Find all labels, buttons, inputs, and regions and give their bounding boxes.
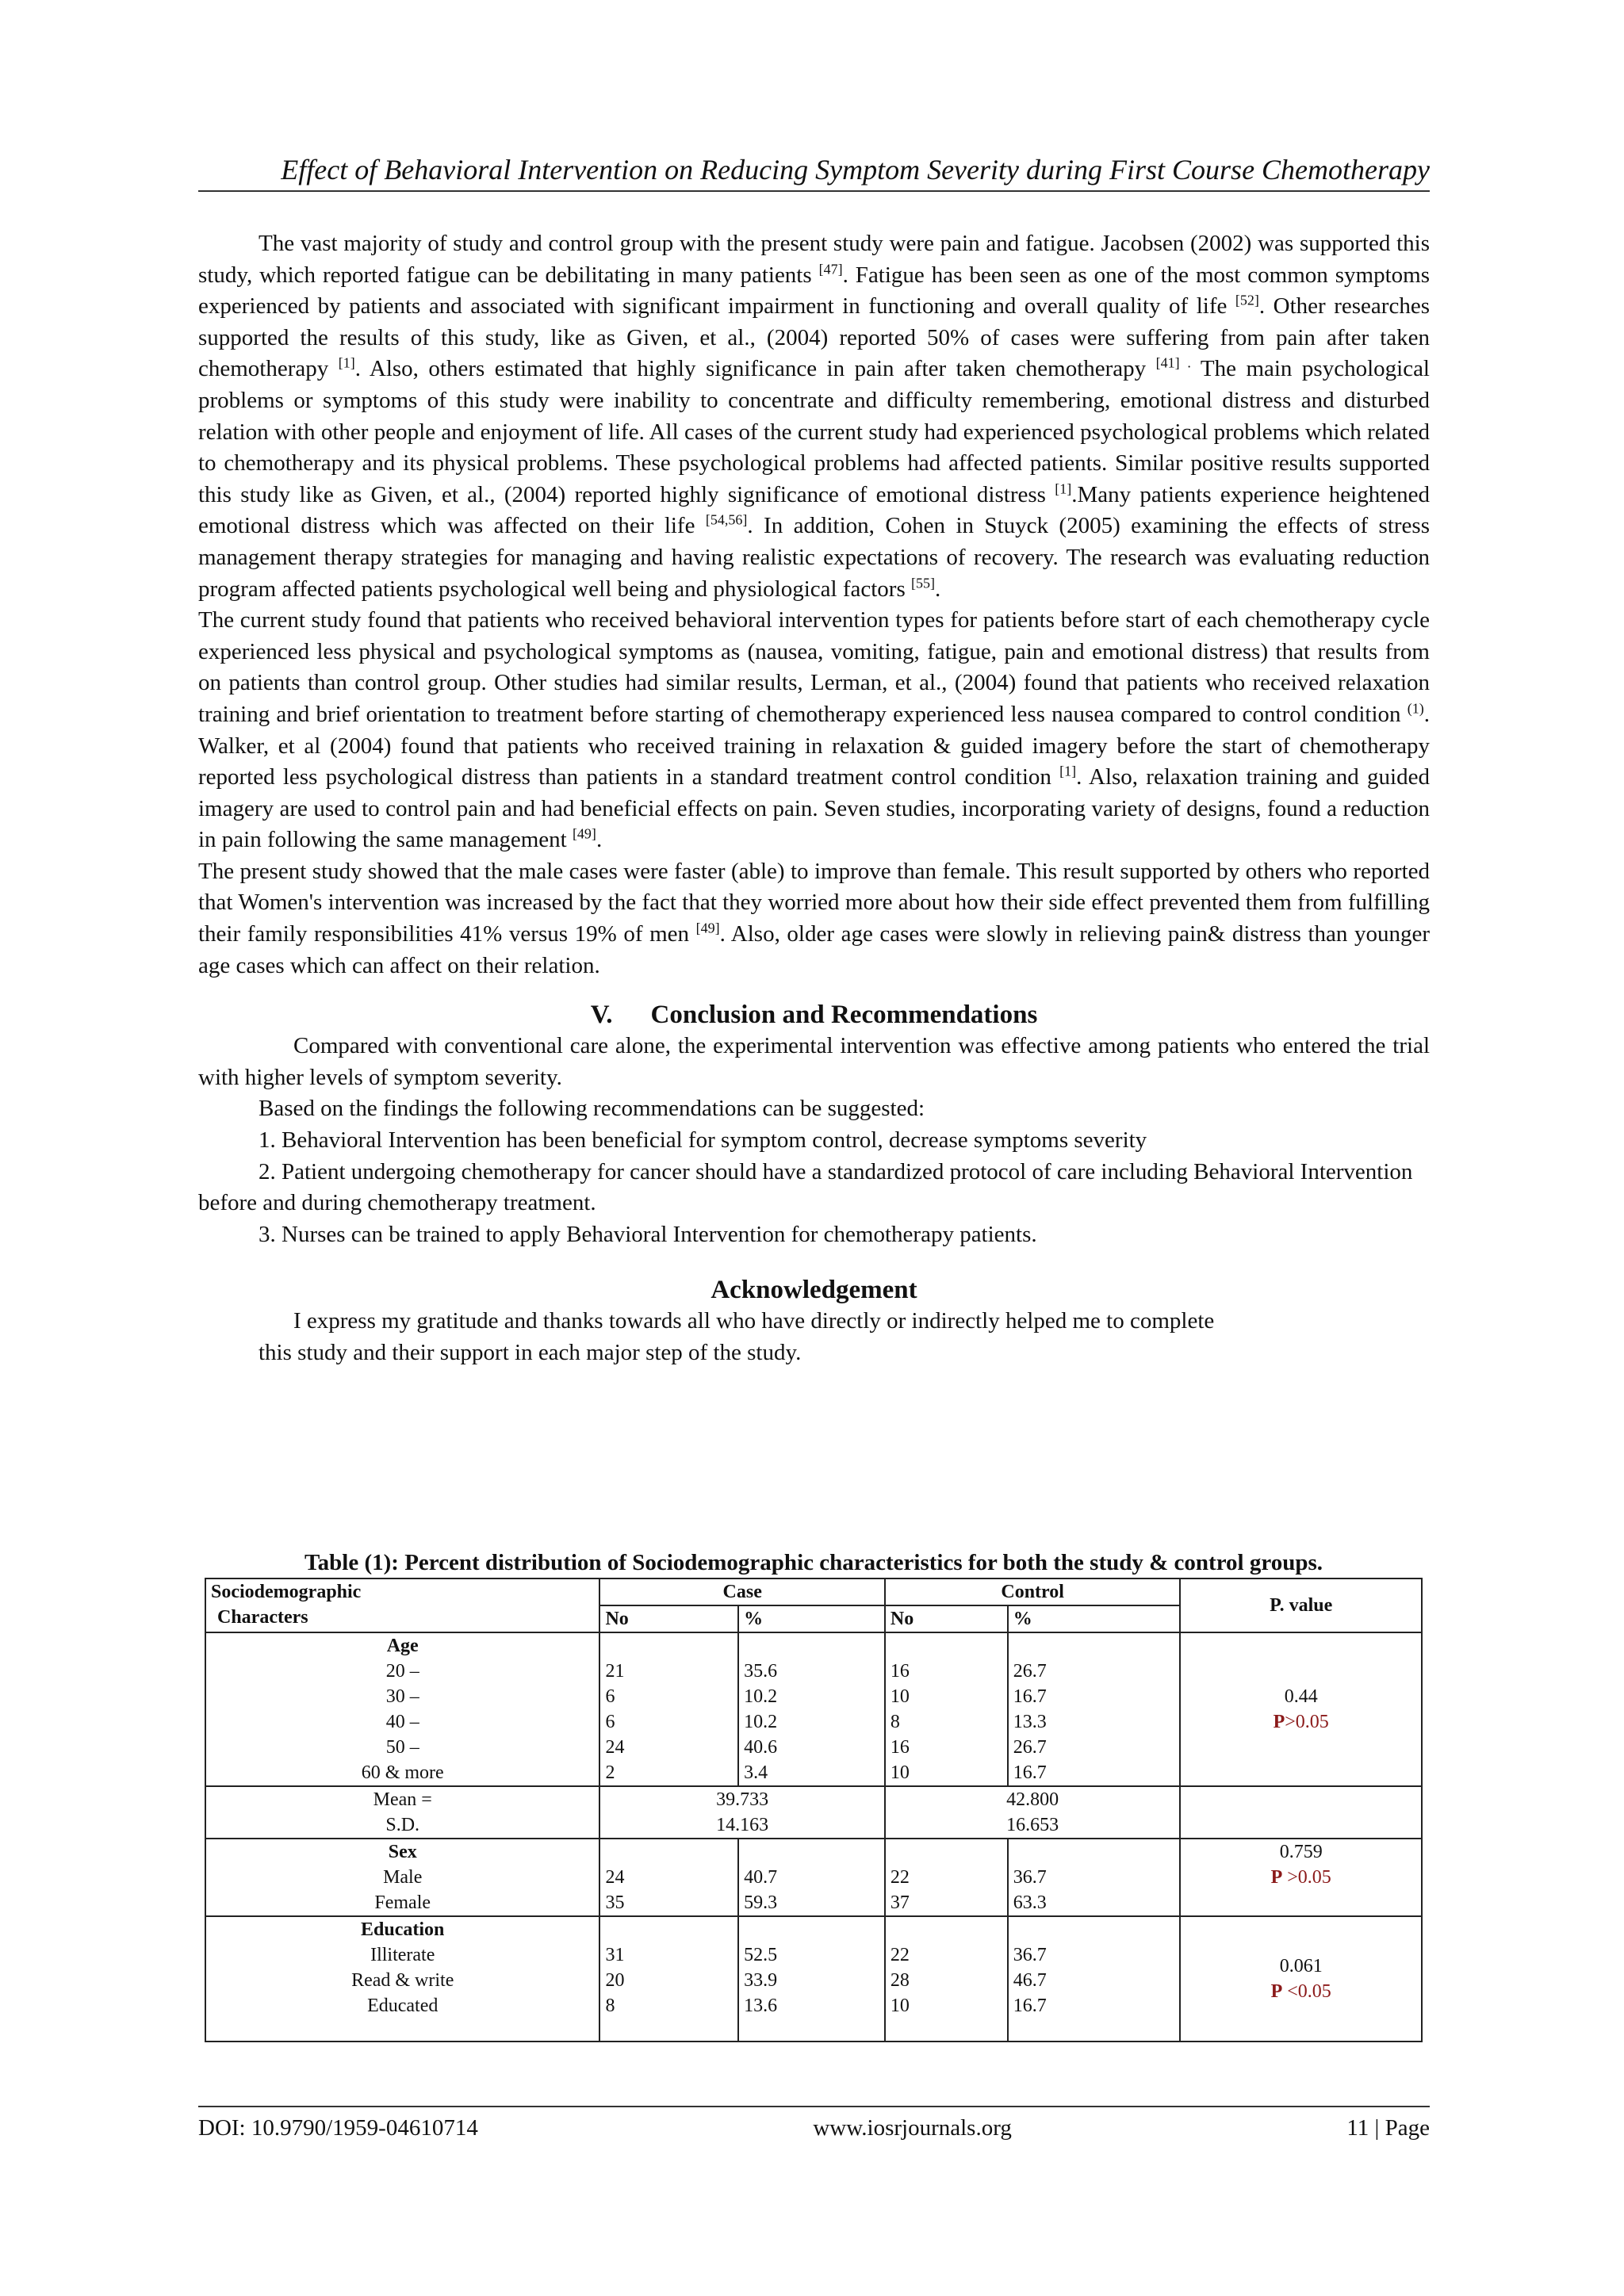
sex-labels: Sex Male Female: [205, 1839, 599, 1916]
header-case: Case: [599, 1578, 884, 1605]
header-control-no: No: [885, 1605, 1008, 1632]
conclusion-heading: V. Conclusion and Recommendations: [590, 1001, 1038, 1030]
discussion-paragraph-1: The vast majority of study and control group with the present study were pain and fatigue. Jacobsen (2002) was supported this study, which reported fatigue can be debilitating in many patients [47]. Fatigue has been seen as one of the most common symptoms experienced by patients and associated with significant impairment in functioning and overall quality of life [52]. Other researches supported the results of this study, like as Given, et al., (2004) reported 50% of cases were suffering from pain after taken chemotherapy [1]. Also, others estimated that highly significance in pain after taken chemotherapy $^{[41] .}$ The main psychological problems or symptoms of this study were inability to concentrate and difficulty remembering, emotional distress and disturbed relation with other people and enjoyment of life. All cases of the current study had experienced psychological problems which related to chemotherapy and its physical problems. These psychological problems had affected patients. Similar positive results supported this study like as Given, et al., (2004) reported highly significance of emotional distress [1].Many patients experience heightened emotional distress which was affected on their life [54,56]. In addition, Cohen in Stuyck (2005) examining the effects of stress management therapy strategies for managing and having realistic expectations of recovery. The research was evaluating reduction program affected patients psychological well being and physiological factors [55].: [198, 231, 1430, 602]
sociodemographic-table: [205, 1578, 1423, 2042]
header-sociodemographic: Sociodemographic Characters: [205, 1578, 599, 1632]
age-labels: Age 20 – 30 – 40 – 50 – 60 & more: [205, 1632, 599, 1786]
footer-page-number: 11 | Page: [1346, 2115, 1430, 2141]
education-control-no: 22 28 10: [885, 1916, 1008, 2042]
recommendations-lead: Based on the findings the following recommendations can be suggested:: [259, 1096, 925, 1122]
sex-case-pct: 40.7 59.3: [738, 1839, 885, 1916]
table-row-mean-sd: [205, 1786, 1422, 1839]
age-case-no: 21 6 6 24 2: [599, 1632, 738, 1786]
stats-p-value-empty: [1180, 1786, 1422, 1839]
recommendation-item-1: 1. Behavioral Intervention has been beneficial for symptom control, decrease symptoms severity: [259, 1127, 1147, 1154]
page-footer: [198, 2106, 1430, 2144]
acknowledgement-line-2: this study and their support in each major step of the study.: [259, 1340, 802, 1365]
header-case-no: No: [599, 1605, 738, 1632]
table-caption: Table (1): Percent distribution of Sociodemographic characteristics for both the study & control groups.: [304, 1550, 1323, 1575]
education-control-pct: 36.7 46.7 16.7: [1008, 1916, 1181, 2042]
recommendation-item-3: 3. Nurses can be trained to apply Behavioral Intervention for chemotherapy patients.: [259, 1221, 1037, 1247]
age-case-pct: 35.6 10.2 10.2 40.6 3.4: [738, 1632, 885, 1786]
conclusion-intro: Compared with conventional care alone, the experimental intervention was effective among patients who entered the trial with higher levels of symptom severity.: [198, 1033, 1430, 1090]
running-header: Effect of Behavioral Intervention on Reducing Symptom Severity during First Course Chemotherapy: [198, 152, 1430, 192]
header-p-value: P. value: [1180, 1578, 1422, 1632]
age-control-no: 16 10 8 16 10: [885, 1632, 1008, 1786]
discussion-paragraph-3: The present study showed that the male cases were faster (able) to improve than female. This result supported by others who reported that Women's intervention was increased by the fact that they worried more about how their side effect prevented them from fulfilling their family responsibilities 41% versus 19% of men [49]. Also, older age cases were slowly in relieving pain& distress than younger age cases which can affect on their relation.: [198, 858, 1430, 978]
education-case-pct: 52.5 33.9 13.6: [738, 1916, 885, 2042]
body-text: [198, 228, 1430, 1369]
education-labels: Education Illiterate Read & write Educated: [205, 1916, 599, 2042]
acknowledgement-line-1: I express my gratitude and thanks towards all who have directly or indirectly helped me to complete: [293, 1308, 1215, 1334]
sex-case-no: 24 35: [599, 1839, 738, 1916]
sex-control-pct: 36.7 63.3: [1008, 1839, 1181, 1916]
education-p-value: 0.061 P <0.05: [1180, 1916, 1422, 2042]
header-control: Control: [885, 1578, 1180, 1605]
discussion-paragraph-2: The current study found that patients who received behavioral intervention types for patients before start of each chemotherapy cycle experienced less physical and psychological symptoms as (nausea, vomiting, fatigue, pain and emotional distress) that results from on patients than control group. Other studies had similar results, Lerman, et al., (2004) found that patients who received relaxation training and brief orientation to treatment before starting of chemotherapy experienced less nausea compared to control condition $^{(1)}$. Walker, et al (2004) found that patients who received training in relaxation & guided imagery before the start of chemotherapy reported less psychological distress than patients in a standard treatment control condition [1]. Also, relaxation training and guided imagery are used to control pain and had beneficial effects on pain. Seven studies, incorporating variety of designs, found a reduction in pain following the same management [49].: [198, 607, 1430, 853]
table-row-age: [205, 1632, 1422, 1786]
table-header-row-1: [205, 1578, 1422, 1605]
table-1: [205, 1549, 1423, 2042]
header-control-pct: %: [1008, 1605, 1181, 1632]
table-row-sex: [205, 1839, 1422, 1916]
recommendation-item-2: 2. Patient undergoing chemotherapy for cancer should have a standardized protocol of care including Behavioral Intervention before and during chemotherapy treatment.: [198, 1158, 1413, 1216]
footer-doi: DOI: 10.9790/1959-04610714: [198, 2115, 478, 2141]
age-control-pct: 26.7 16.7 13.3 26.7 16.7: [1008, 1632, 1181, 1786]
education-case-no: 31 20 8: [599, 1916, 738, 2042]
header-case-pct: %: [738, 1605, 885, 1632]
stats-labels: Mean = S.D.: [205, 1786, 599, 1839]
control-mean-sd: 42.800 16.653: [885, 1786, 1180, 1839]
table-row-education: [205, 1916, 1422, 2042]
acknowledgement-heading: Acknowledgement: [710, 1276, 917, 1305]
footer-website: www.iosrjournals.org: [813, 2115, 1012, 2141]
case-mean-sd: 39.733 14.163: [599, 1786, 884, 1839]
sex-p-value: 0.759 P >0.05: [1180, 1839, 1422, 1916]
sex-control-no: 22 37: [885, 1839, 1008, 1916]
age-p-value: 0.44 P>0.05: [1180, 1632, 1422, 1786]
